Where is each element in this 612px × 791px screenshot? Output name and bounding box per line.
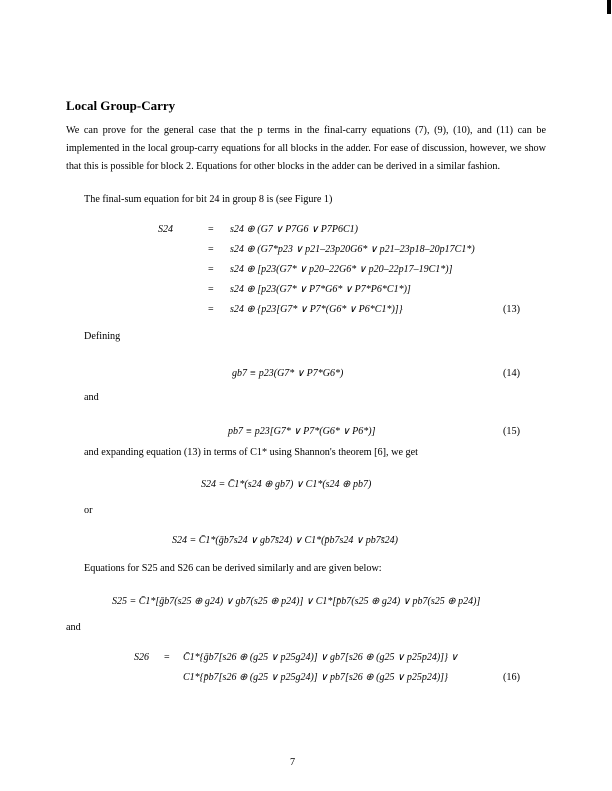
page-number: 7 <box>290 757 296 768</box>
eq14: gb7 ≡ p23(G7* ∨ P7*G6*) <box>232 368 344 379</box>
eq13-op-2: = <box>208 244 214 255</box>
eq14-number: (14) <box>503 368 520 379</box>
or-label: or <box>84 505 93 516</box>
expanding-text: and expanding equation (13) in terms of C1* using Shannon's theorem [6], we get <box>84 447 418 458</box>
eq16-line-2: C1*{p̄b7[s26 ⊕ (g25 ∨ p25g24)] ∨ pb7[s26 ⊕ (g25 ∨ p25p24)]} <box>183 672 449 683</box>
eq-shannon: S24 = C̄1*(s24 ⊕ gb7) ∨ C1*(s24 ⊕ pb7) <box>201 479 372 490</box>
final-sum-intro: The final-sum equation for bit 24 in group 8 is (see Figure 1) <box>84 194 333 205</box>
eq13-op-5: = <box>208 304 214 315</box>
eq13-line-4: s24 ⊕ [p23(G7* ∨ P7*G6* ∨ P7*P6*C1*)] <box>230 284 411 295</box>
defining-label: Defining <box>84 331 121 342</box>
eq16-number: (16) <box>503 672 520 683</box>
eq-s25: S25 = C̄1*[ḡb7(s25 ⊕ g24) ∨ gb7(s25 ⊕ p24)] ∨ C1*[p̄b7(s25 ⊕ g24) ∨ pb7(s25 ⊕ p24)] <box>112 596 481 607</box>
eq16-line-1: C̄1*{ḡb7[s26 ⊕ (g25 ∨ p25g24)] ∨ gb7[s26 ⊕ (g25 ∨ p25p24)]} ∨ <box>183 652 458 663</box>
s25-s26-intro: Equations for S25 and S26 can be derived similarly and are given below: <box>84 563 382 574</box>
eq13-line-5: s24 ⊕ {p23[G7* ∨ P7*(G6* ∨ P6*C1*)]} <box>230 304 403 315</box>
eq16-op: = <box>164 652 170 663</box>
eq15-number: (15) <box>503 426 520 437</box>
eq13-number: (13) <box>503 304 520 315</box>
eq13-line-1: s24 ⊕ (G7 ∨ P7G6 ∨ P7P6C1) <box>230 224 359 235</box>
eq13-line-3: s24 ⊕ [p23(G7* ∨ p20–22G6* ∨ p20–22p17–19C1*)] <box>230 264 453 275</box>
and-label-1: and <box>84 392 99 403</box>
section-heading: Local Group-Carry <box>66 98 176 113</box>
eq13-op-3: = <box>208 264 214 275</box>
eq16-lhs: S26 <box>134 652 149 663</box>
eq13-line-2: s24 ⊕ (G7*p23 ∨ p21–23p20G6* ∨ p21–23p18–20p17C1*) <box>230 244 475 255</box>
intro-paragraph: We can prove for the general case that the p terms in the final-carry equations (7), (9), (10), and (11) can be implemented in the local group-carry equations for all blocks in the adder. For ease of discussion, however, we show that this is possible for block 2. Equations for other blocks in the adder can be derived in a similar fashion. <box>66 125 546 172</box>
eq13-op-1: = <box>208 224 214 235</box>
eq-or: S24 = C̄1*(ḡb7s24 ∨ gb7s̄24) ∨ C1*(p̄b7s24 ∨ pb7s̄24) <box>172 535 398 546</box>
eq13-op-4: = <box>208 284 214 295</box>
and-label-2: and <box>66 622 81 633</box>
scan-edge-mark <box>607 0 611 14</box>
eq13-lhs: S24 <box>158 224 173 235</box>
eq15: pb7 ≡ p23[G7* ∨ P7*(G6* ∨ P6*)] <box>228 426 376 437</box>
